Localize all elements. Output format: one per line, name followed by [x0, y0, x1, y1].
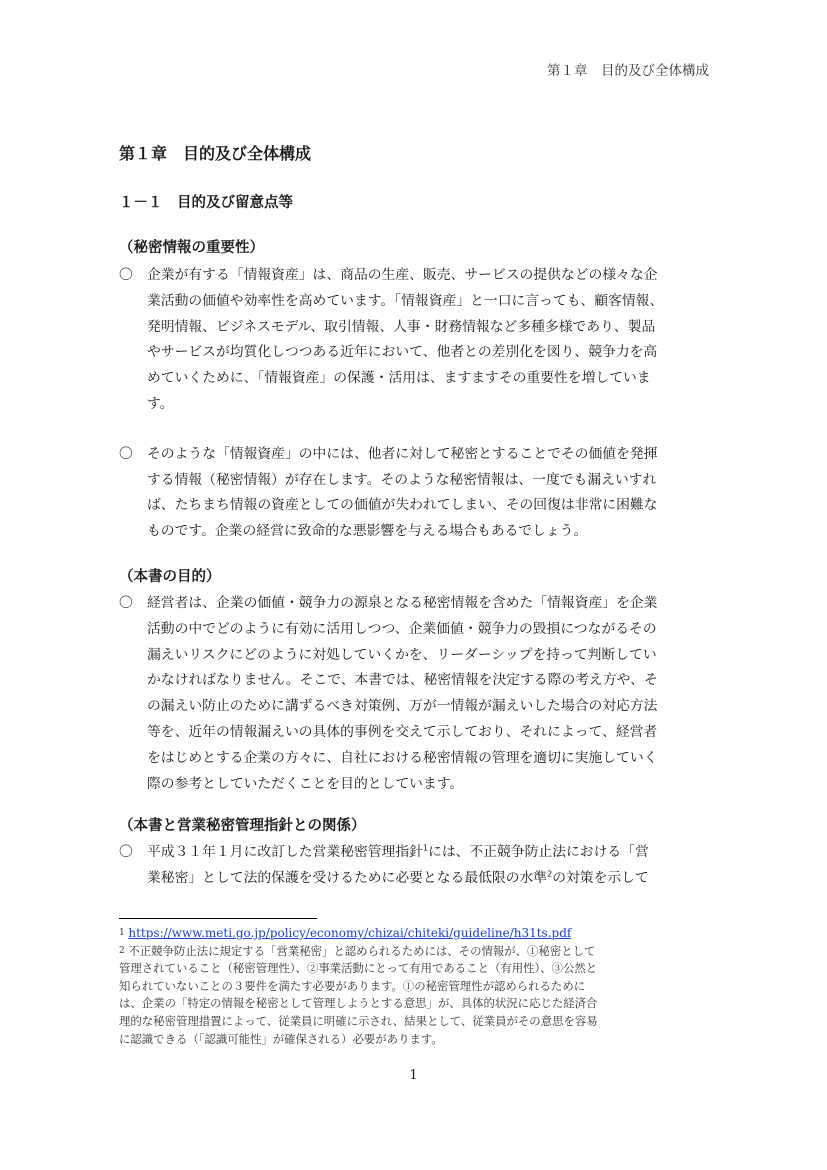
footnote-url-link[interactable]: https://www.meti.go.jp/policy/economy/chizai/chiteki/guideline/h31ts.pdf [128, 926, 572, 940]
text-line: ば、たちまち情報の資産としての価値が失われてしまい、その回復は非常に困難な [147, 497, 658, 514]
subheading-purpose: （本書の目的） [119, 569, 221, 585]
text-line: $^2$ 不正競争防止法に規定する「営業秘密」と認められるためには、その情報が、①秘密として [119, 943, 596, 958]
footnote-1 [119, 925, 707, 943]
text-line: そのような「情報資産」の中には、他者に対して秘密とすることでその価値を発揮 [147, 445, 658, 462]
footnote-2 [119, 943, 707, 1049]
footnotes [119, 925, 707, 1048]
subheading-relation-guideline: （本書と営業秘密管理指針との関係） [119, 818, 366, 834]
circle-bullet-icon: 〇 [119, 445, 133, 462]
section-importance [119, 236, 714, 545]
text-line: の漏えい防止のために講ずるべき対策例、万が一情報が漏えいした場合の対応方法 [147, 698, 658, 715]
chapter-title: 第１章 目的及び全体構成 [119, 144, 312, 163]
subheading-importance: （秘密情報の重要性） [119, 240, 264, 256]
text-line: 等を、近年の情報漏えいの具体的事例を交えて示しており、それによって、経営者 [147, 723, 658, 740]
text-line: 知られていないことの３要件を満たす必要があります。①の秘密管理性が認められるために [119, 978, 586, 993]
text-line: に認識できる（「認識可能性」が確保される）必要があります。 [119, 1031, 443, 1046]
section-title: １－１ 目的及び留意点等 [119, 195, 293, 211]
footnote-ref-1[interactable]: 1 [422, 843, 429, 853]
paragraph-purpose [119, 591, 714, 797]
circle-bullet-icon: 〇 [119, 595, 133, 611]
circle-bullet-icon: 〇 [119, 844, 133, 860]
footnote-divider [119, 918, 317, 919]
section-purpose [119, 565, 714, 797]
text-line: 企業が有する「情報資産」は、商品の生産、販売、サービスの提供などの様々な企 [147, 267, 658, 283]
text-line: やサービスが均質化しつつある近年において、他者との差別化を図り、競争力を高 [147, 344, 658, 361]
text-line: 活動の中でどのように有効に活用しつつ、企業価値・競争力の毀損につながるその [147, 620, 657, 637]
text-line: 漏えいリスクにどのように対処していくかを、リーダーシップを持って判断してい [147, 646, 657, 663]
section-relation-guideline [119, 814, 714, 892]
text-line: 業秘密」として法的保護を受けるために必要となる最低限の水準$^2$の対策を示して [147, 869, 649, 886]
text-line: は、企業の「特定の情報を秘密として管理しようとする意思」が、具体的状況に応じた経済合 [119, 996, 598, 1011]
text-line: 平成３１年１月に改訂した営業秘密管理指針$^1$には、不正競争防止法における「営 [147, 843, 649, 860]
text-line: する情報（秘密情報）が存在します。そのような秘密情報は、一度でも漏えいすれ [147, 471, 657, 488]
text-line: 発明情報、ビジネスモデル、取引情報、人事・財務情報など多種多様であり、製品 [147, 318, 656, 335]
paragraph-guideline [119, 840, 714, 892]
running-header: 第１章 目的及び全体構成 [547, 63, 709, 79]
page-number: 1 [409, 1068, 418, 1083]
text-line: 際の参考としていただくことを目的としています。 [147, 775, 464, 792]
text-line: す。 [147, 395, 174, 412]
text-line: 理的な秘密管理措置によって、従業員に明確に示され、結果として、従業員がその意思を容易 [119, 1013, 598, 1028]
text-line: 業活動の価値や効率性を高めています。「情報資産」と一口に言っても、顧客情報、 [147, 292, 664, 309]
paragraph-secret-information [119, 442, 714, 545]
footnote-number: 2 [119, 945, 125, 956]
footnote-ref-2[interactable]: 2 [547, 869, 553, 879]
text-line: 管理されていること（秘密管理性）、②事業活動にとって有用であること（有用性）、③公然と [119, 961, 598, 976]
text-line: をはじめとする企業の方々に、自社における秘密情報の管理を適切に実施していく [147, 749, 658, 766]
paragraph-information-assets [119, 263, 714, 418]
text-line: ものです。企業の経営に致命的な悪影響を与える場合もあるでしょう。 [147, 523, 588, 540]
text-line: めていくために、「情報資産」の保護・活用は、ますますその重要性を増していま [147, 370, 651, 387]
circle-bullet-icon: 〇 [119, 267, 133, 283]
text-line: 経営者は、企業の価値・競争力の源泉となる秘密情報を含めた「情報資産」を企業 [147, 595, 658, 611]
text-line: かなければなりません。そこで、本書では、秘密情報を決定する際の考え方や、そ [147, 672, 658, 689]
footnote-number: 1 [119, 928, 125, 938]
